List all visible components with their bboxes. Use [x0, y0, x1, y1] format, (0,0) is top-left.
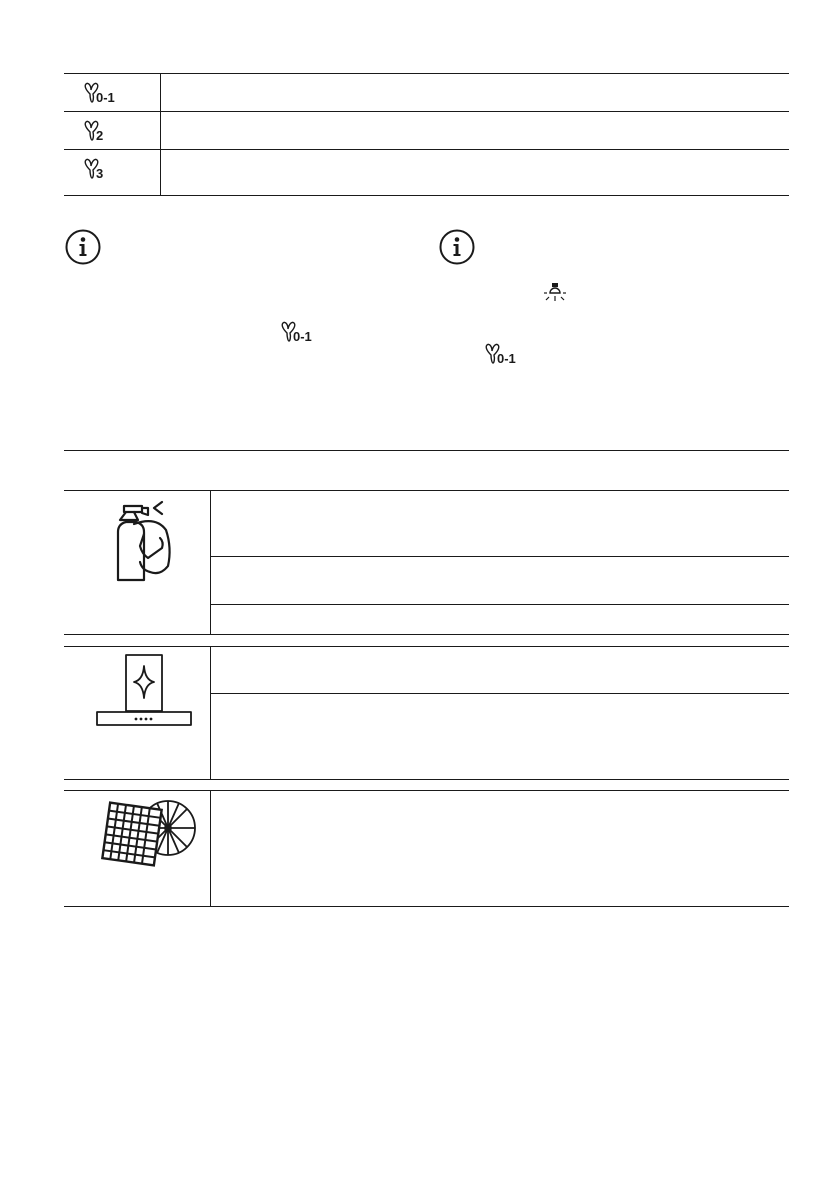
table-border-top	[64, 790, 789, 791]
grease-and-charcoal-filter-icon	[100, 796, 196, 868]
fan-speed-description	[161, 150, 790, 196]
fan-speed-icon-cell	[64, 150, 161, 196]
table-column-divider	[210, 790, 211, 907]
table-border-top	[64, 490, 789, 491]
table-row-divider	[210, 556, 789, 557]
fan-icon	[82, 119, 130, 143]
section-divider	[64, 450, 789, 451]
fan-speed-row	[64, 74, 789, 112]
fan-icon	[82, 157, 130, 181]
fan-speed-label: 0-1	[497, 351, 516, 366]
fan-icon	[279, 320, 327, 344]
info-icon	[438, 228, 476, 266]
table-column-divider	[210, 646, 211, 780]
table-border-top	[64, 646, 789, 647]
table-row-divider	[210, 693, 789, 694]
fan-speed-icon-cell	[64, 112, 161, 150]
info-icon	[64, 228, 102, 266]
fan-speed-icon-cell	[64, 74, 161, 112]
table-border-bottom	[64, 906, 789, 907]
light-bulb-icon	[543, 282, 567, 306]
fan-icon	[82, 81, 130, 105]
table-column-divider	[210, 490, 211, 635]
fan-speed-label: 2	[96, 127, 104, 143]
fan-speed-label: 0-1	[96, 89, 115, 105]
table-border	[64, 779, 789, 780]
fan-speed-table	[64, 73, 789, 196]
fan-speed-label: 3	[96, 165, 104, 181]
fan-speed-row	[64, 150, 789, 196]
spray-and-cloth-cleaning-icon	[104, 498, 176, 584]
fan-icon	[483, 342, 531, 366]
fan-speed-label: 0-1	[293, 329, 312, 344]
fan-speed-description	[161, 112, 790, 150]
table-row-divider	[210, 604, 789, 605]
fan-speed-description	[161, 74, 790, 112]
clean-cooker-hood-icon	[92, 652, 196, 732]
fan-speed-row	[64, 112, 789, 150]
table-border	[64, 634, 789, 635]
